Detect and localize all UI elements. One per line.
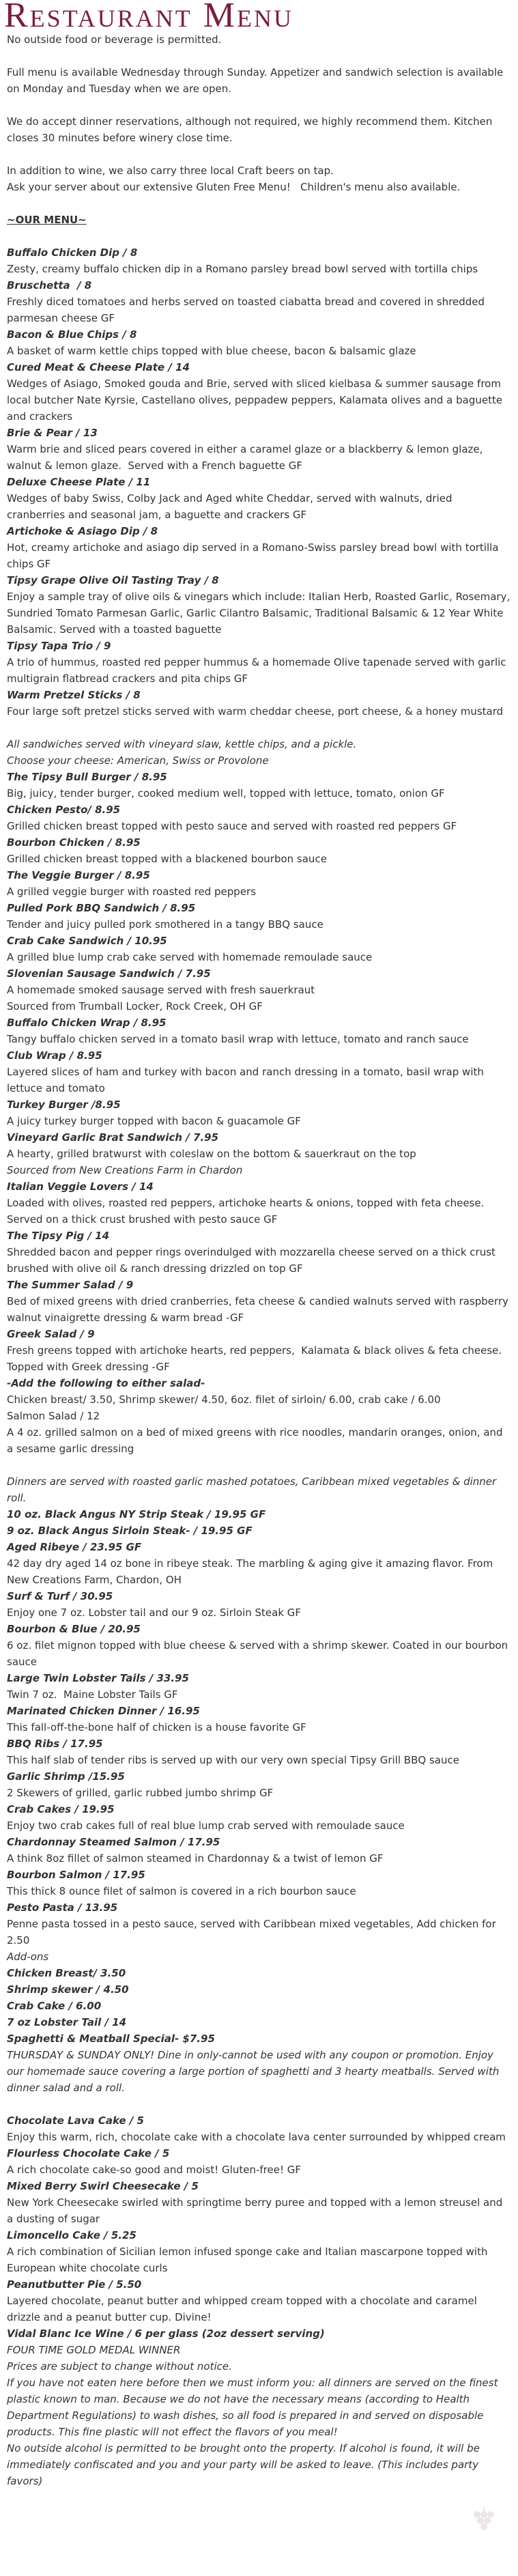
menu-item-description: Shredded bacon and pepper rings overindulged with mozzarella cheese served on a thick crust brushed with olive oil & ranch dressing drizzled on top GF [7,1246,499,1275]
menu-note: THURSDAY & SUNDAY ONLY! Dine in only-cannot be used with any coupon or promotion. Enjoy our homemade sauce covering a large portion of spaghetti and 3 hearty meatballs. Served with dinner salad and a roll. [7,2049,503,2094]
intro-text: In addition to wine, we also carry three local Craft beers on tap. [7,165,334,177]
menu-item-name: The Tipsy Bull Burger / 8.95 [7,771,167,783]
intro-paragraph [7,162,511,195]
menu-item-description: A think 8oz fillet of salmon steamed in Chardonnay & a twist of lemon GF [7,1852,384,1865]
menu-item-name: -Add the following to either salad- [7,1377,205,1389]
menu-item-name: Tipsy Grape Olive Oil Tasting Tray / 8 [7,574,219,586]
menu-item-description: A rich chocolate cake-so good and moist! Gluten-free! GF [7,2164,301,2176]
menu-note: All sandwiches served with vineyard slaw, kettle chips, and a pickle. [7,738,357,750]
menu-item-name: Garlic Shrimp /15.95 [7,1770,125,1783]
menu-item-name: Flourless Chocolate Cake / 5 [7,2147,170,2160]
menu-item-description: 42 day dry aged 14 oz bone in ribeye steak. The marbling & aging give it amazing flavor. From New Creations Farm, Chardon, OH [7,1557,497,1586]
menu-item-description: Grilled chicken breast topped with pesto sauce and served with roasted red peppers GF [7,820,457,832]
menu-item-name: Aged Ribeye / 23.95 GF [7,1541,142,1553]
menu-item-name: Buffalo Chicken Wrap / 8.95 [7,1017,167,1029]
menu-item-description: A rich combination of Sicilian lemon infused sponge cake and Italian mascarpone topped with European white chocolate curls [7,2246,491,2274]
menu-sections [7,244,514,2489]
menu-item-description: Hot, creamy artichoke and asiago dip served in a Romano-Swiss parsley bread bowl with tortilla chips GF [7,541,502,570]
menu-item-name: Chocolate Lava Cake / 5 [7,2114,144,2127]
menu-item-name: Bourbon & Blue / 20.95 [7,1623,141,1635]
menu-item-description: A hearty, grilled bratwurst with coleslaw on the bottom & sauerkraut on the top [7,1148,416,1160]
menu-item-name: Buffalo Chicken Dip / 8 [7,246,138,259]
menu-item-description: A 4 oz. grilled salmon on a bed of mixed greens with rice noodles, mandarin oranges, onion, and a sesame garlic dressing [7,1426,506,1455]
menu-item-name: The Tipsy Pig / 14 [7,1230,110,1242]
menu-item-name: The Veggie Burger / 8.95 [7,869,150,881]
menu-item-description: Enjoy one 7 oz. Lobster tail and our 9 oz. Sirloin Steak GF [7,1607,302,1619]
menu-item-description: This thick 8 ounce filet of salmon is covered in a rich bourbon sauce [7,1885,356,1897]
menu-heading-block [7,212,511,228]
menu-item-name: Pulled Pork BBQ Sandwich / 8.95 [7,902,196,914]
menu-note: Dinners are served with roasted garlic mashed potatoes, Caribbean mixed vegetables & dinner roll. [7,1475,500,1504]
menu-item-description: Tangy buffalo chicken served in a tomato basil wrap with lettuce, tomato and ranch sauce [7,1033,469,1045]
menu-item-description: Layered chocolate, peanut butter and whipped cream topped with a chocolate and caramel drizzle and a peanut butter cup. Divine! [7,2295,480,2323]
menu-item-description: Salmon Salad / 12 [7,1410,100,1422]
menu-item-name: Bourbon Chicken / 8.95 [7,836,141,849]
dinners-section [7,1473,511,2096]
menu-item-description: A grilled veggie burger with roasted red peppers [7,886,257,898]
intro-text: Full menu is available Wednesday through Sunday. Appetizer and sandwich selection is available on Monday and Tuesday when we are open. [7,66,507,95]
menu-item-name: Large Twin Lobster Tails / 33.95 [7,1672,189,1684]
menu-heading: ~OUR MENU~ [7,214,87,226]
menu-item-description: Enjoy a sample tray of olive oils & vinegars which include: Italian Herb, Roasted Garlic, Rosemary, Sundried Tomato Parmesan Garlic, Garlic Cilantro Balsamic, Traditional Balsamic & 12 Year White Balsamic. Served with a toasted baguette [7,591,514,636]
menu-item-name: Spaghetti & Meatball Special- $7.95 [7,2033,215,2045]
menu-item-description: Warm brie and sliced pears covered in either a caramel glaze or a blackberry & lemon glaze, walnut & lemon glaze. Served with a French baguette GF [7,443,487,472]
intro-paragraph [7,113,511,146]
sandwiches-section [7,736,511,1457]
page-title: Restaurant Menu [4,0,294,35]
menu-item-name: Peanutbutter Pie / 5.50 [7,2278,142,2291]
menu-item-name: Shrimp skewer / 4.50 [7,1983,129,1996]
menu-item-name: BBQ Ribs / 17.95 [7,1738,103,1750]
menu-item-name: 10 oz. Black Angus NY Strip Steak / 19.95 GF [7,1508,266,1520]
menu-item-description: Big, juicy, tender burger, cooked medium well, topped with lettuce, tomato, onion GF [7,787,445,799]
menu-item-description: A basket of warm kettle chips topped with blue cheese, bacon & balsamic glaze [7,345,416,357]
menu-item-name: Crab Cakes / 19.95 [7,1803,115,1815]
menu-item-name: Club Wrap / 8.95 [7,1049,102,1062]
menu-item-description: Wedges of Asiago, Smoked gouda and Brie, served with sliced kielbasa & summer sausage from local butcher Nate Kyrsie, Castellano olives, peppadew peppers, Kalamata olives and a baguette and crackers [7,378,506,423]
menu-note: FOUR TIME GOLD MEDAL WINNER [7,2344,181,2356]
menu-item-name: Brie & Pear / 13 [7,427,98,439]
menu-note: No outside alcohol is permitted to be brought onto the property. If alcohol is found, it will be immediately confiscated and you and your party will be asked to leave. (This includes party favors) [7,2442,483,2487]
menu-item-description: This half slab of tender ribs is served up with our very own special Tipsy Grill BBQ sauce [7,1754,459,1766]
menu-note: Add-ons [7,1951,49,1963]
menu-item-description: New York Cheesecake swirled with springtime berry puree and topped with a lemon streusel and a dusting of sugar [7,2196,506,2225]
menu-item-name: Pesto Pasta / 13.95 [7,1901,118,1914]
menu-item-description: Chicken breast/ 3.50, Shrimp skewer/ 4.50, 6oz. filet of sirloin/ 6.00, crab cake / 6.00 [7,1393,441,1406]
menu-item-description: A trio of hummus, roasted red pepper hummus & a homemade Olive tapenade served with garlic multigrain flatbread crackers and pita chips GF [7,656,510,685]
menu-item-name: Surf & Turf / 30.95 [7,1590,113,1602]
menu-item-name: Turkey Burger /8.95 [7,1099,121,1111]
watermark-logo-icon [462,2505,503,2536]
menu-item-description: 6 oz. filet mignon topped with blue cheese & served with a shrimp skewer. Coated in our bourbon sauce [7,1639,511,1668]
menu-item-name: Warm Pretzel Sticks / 8 [7,689,141,701]
menu-item-name: Crab Cake / 6.00 [7,2000,102,2012]
menu-note: Sourced from New Creations Farm in Chardon [7,1164,243,1176]
menu-item-name: Italian Veggie Lovers / 14 [7,1180,154,1193]
menu-item-description: This fall-off-the-bone half of chicken is a house favorite GF [7,1721,306,1733]
menu-item-description: Tender and juicy pulled pork smothered in a tangy BBQ sauce [7,918,323,931]
intro-text: No outside food or beverage is permitted. [7,33,222,46]
menu-item-name: Chardonnay Steamed Salmon / 17.95 [7,1836,220,1848]
menu-note: If you have not eaten here before then we must inform you: all dinners are served on the finest plastic known to man. Because we do not have the necessary means (according to Health Department Regulations) to wash dishes, so all food is prepared in and served on disposable products. This fine plastic will not effect the flavors of you meal! [7,2377,502,2438]
intro-text: We do accept dinner reservations, although not required, we highly recommend them. Kitchen closes 30 minutes before winery close time. [7,115,496,144]
menu-item-name: Limoncello Cake / 5.25 [7,2229,136,2241]
menu-note: Prices are subject to change without notice. [7,2360,232,2373]
menu-item-name: Slovenian Sausage Sandwich / 7.95 [7,967,211,980]
menu-item-name: Artichoke & Asiago Dip / 8 [7,525,158,537]
menu-item-name: Bacon & Blue Chips / 8 [7,328,137,341]
menu-item-name: Chicken Breast/ 3.50 [7,1967,126,1979]
menu-item-description: Enjoy this warm, rich, chocolate cake with a chocolate lava center surrounded by whipped cream [7,2131,506,2143]
menu-item-name: Cured Meat & Cheese Plate / 14 [7,361,190,373]
appetizers-section [7,244,514,720]
menu-item-description: Sourced from Trumball Locker, Rock Creek, OH GF [7,1000,263,1013]
menu-item-description: Grilled chicken breast topped with a blackened bourbon sauce [7,853,327,865]
menu-item-description: Penne pasta tossed in a pesto sauce, served with Caribbean mixed vegetables, Add chicken for 2.50 [7,1918,500,1947]
menu-item-description: Zesty, creamy buffalo chicken dip in a Romano parsley bread bowl served with tortilla chips [7,263,478,275]
menu-content [0,31,518,2489]
intro-text: Ask your server about our extensive Gluten Free Menu! Children's menu also available. [7,181,461,193]
menu-item-description: Layered slices of ham and turkey with bacon and ranch dressing in a tomato, basil wrap with lettuce and tomato [7,1066,487,1094]
menu-item-name: Greek Salad / 9 [7,1328,95,1340]
menu-item-description: A grilled blue lump crab cake served with homemade remoulade sauce [7,951,373,963]
menu-item-description: Twin 7 oz. Maine Lobster Tails GF [7,1688,178,1701]
intro-paragraph [7,64,511,97]
menu-item-description: Bed of mixed greens with dried cranberries, feta cheese & candied walnuts served with raspberry walnut vinaigrette dressing & warm bread -GF [7,1295,512,1324]
menu-item-description: Enjoy two crab cakes full of real blue lump crab served with remoulade sauce [7,1820,405,1832]
menu-item-description: A juicy turkey burger topped with bacon & guacamole GF [7,1115,301,1127]
menu-item-description: A homemade smoked sausage served with fresh sauerkraut [7,984,315,996]
menu-item-name: 7 oz Lobster Tail / 14 [7,2016,127,2028]
menu-item-name: Marinated Chicken Dinner / 16.95 [7,1705,200,1717]
intro-notices [7,31,511,195]
menu-item-name: Crab Cake Sandwich / 10.95 [7,935,167,947]
menu-item-name: Vidal Blanc Ice Wine / 6 per glass (2oz dessert serving) [7,2327,325,2340]
menu-item-name: Tipsy Tapa Trio / 9 [7,640,111,652]
menu-item-description: Four large soft pretzel sticks served with warm cheddar cheese, port cheese, & a honey mustard [7,705,504,718]
menu-item-name: Bourbon Salmon / 17.95 [7,1869,145,1881]
menu-item-name: 9 oz. Black Angus Sirloin Steak- / 19.95 GF [7,1525,253,1537]
desserts-section [7,2112,511,2489]
menu-note: Choose your cheese: American, Swiss or Provolone [7,754,269,767]
menu-item-description: 2 Skewers of grilled, garlic rubbed jumbo shrimp GF [7,1787,274,1799]
menu-item-name: Chicken Pesto/ 8.95 [7,804,121,816]
menu-item-name: Mixed Berry Swirl Cheesecake / 5 [7,2180,199,2192]
menu-item-description: Fresh greens topped with artichoke hearts, red peppers, Kalamata & black olives & feta cheese. Topped with Greek dressing -GF [7,1344,505,1373]
menu-item-name: Deluxe Cheese Plate / 11 [7,476,151,488]
menu-item-name: Bruschetta / 8 [7,279,92,292]
menu-item-description: Freshly diced tomatoes and herbs served on toasted ciabatta bread and covered in shredded parmesan cheese GF [7,296,488,324]
menu-item-description: Wedges of baby Swiss, Colby Jack and Aged white Cheddar, served with walnuts, dried cranberries and seasonal jam, a baguette and crackers GF [7,492,456,521]
menu-item-name: The Summer Salad / 9 [7,1279,134,1291]
menu-item-description: Loaded with olives, roasted red peppers, artichoke hearts & onions, topped with feta cheese. Served on a thick crust brushed with pesto sauce GF [7,1197,488,1226]
menu-item-name: Vineyard Garlic Brat Sandwich / 7.95 [7,1131,219,1144]
